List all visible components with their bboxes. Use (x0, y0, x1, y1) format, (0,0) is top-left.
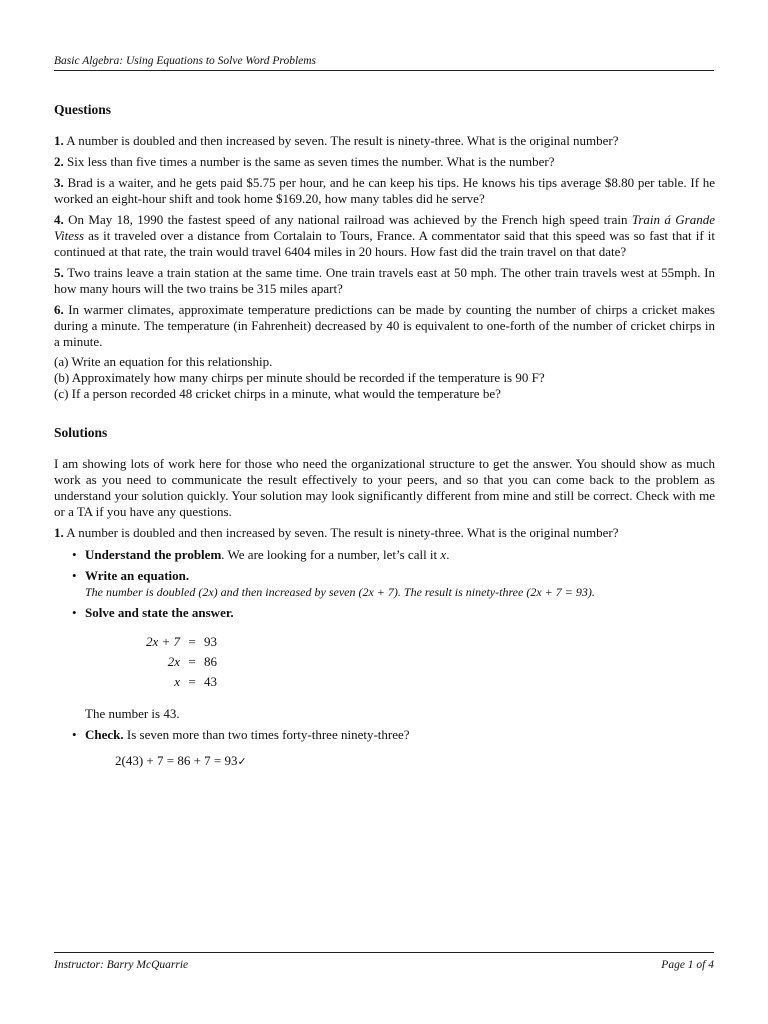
questions-heading: Questions (54, 102, 112, 117)
solution-steps (54, 547, 715, 770)
problem-number: 1. (54, 525, 64, 540)
equation-operator: = (188, 674, 196, 689)
footer-page-number: Page 1 of 4 (661, 959, 714, 971)
step-label: • Write an equation. (85, 568, 190, 583)
running-footer (54, 957, 714, 973)
equation-rhs: 93 (204, 634, 217, 649)
question-5 (54, 265, 715, 297)
question-number: 3. (54, 175, 64, 190)
subpart-b: (b) Approximately how many chirps per minute should be recorded if the temperature is 90 F? (54, 370, 545, 385)
equation-row (115, 674, 715, 694)
step-check (54, 727, 715, 770)
question-text: Two trains leave a train station at the same time. One train travels east at 50 mph. The other train travels west at 55mph. In how many hours will the two trains be 315 miles apart? (54, 265, 716, 296)
equation-rhs: 43 (204, 674, 217, 689)
running-header (54, 53, 714, 69)
equation-lhs: x (174, 674, 180, 689)
step-text: . We are looking for a number, let’s call it (221, 547, 441, 562)
subpart-a: (a) Write an equation for this relationship. (54, 354, 273, 369)
equation-block (115, 634, 715, 694)
problem-text: A number is doubled and then increased by seven. The result is ninety-three. What is the original number? (66, 525, 619, 540)
solution-problem-1 (54, 525, 715, 541)
step-write-equation (54, 568, 715, 600)
step-understand (54, 547, 715, 563)
step-text: Is seven more than two times forty-three ninety-three? (123, 727, 410, 742)
footer-rule (54, 952, 714, 953)
check-equation (115, 753, 715, 770)
question-text-part-a: On May 18, 1990 the fastest speed of any national railroad was achieved by the French high speed train (68, 212, 632, 227)
step-label: Understand the problem (85, 547, 222, 562)
question-2 (54, 154, 715, 170)
equation-rhs: 86 (204, 654, 217, 669)
variable-x: x (440, 547, 447, 562)
equation-row (115, 654, 715, 674)
question-number: 6. (54, 302, 64, 317)
question-3 (54, 175, 715, 207)
question-text: Six less than five times a number is the same as seven times the number. What is the number? (67, 154, 555, 169)
question-text: Brad is a waiter, and he gets paid $5.75 per hour, and he can keep his tips. He knows his tips average $8.80 per table. If he worked an eight-hour shift and took home $169.20, how many tables did he serve? (54, 175, 715, 206)
question-text: In warmer climates, approximate temperature predictions can be made by counting the number of chirps a cricket makes during a minute. The temperature (in Fahrenheit) decreased by 40 is equivalent to one-forth of the number of cricket chirps in a minute. (54, 302, 715, 349)
step-note: The number is doubled (2x) and then increased by seven (2x + 7). The result is ninety-three (2x + 7 = 93). (85, 585, 595, 599)
header-title: Basic Algebra: Using Equations to Solve Word Problems (54, 55, 317, 67)
equation-operator: = (188, 634, 196, 649)
checkmark-icon: ✓ (237, 755, 247, 768)
question-number: 2. (54, 154, 64, 169)
equation-operator: = (188, 654, 196, 669)
question-number: 1. (54, 133, 64, 148)
answer-statement: The number is 43. (85, 706, 180, 721)
equation-row (115, 634, 715, 654)
step-solve (54, 605, 715, 722)
question-1 (54, 133, 715, 149)
solutions-heading: Solutions (54, 425, 108, 440)
question-6 (54, 302, 715, 350)
page-content (54, 101, 715, 775)
subpart-c: (c) If a person recorded 48 cricket chirps in a minute, what would the temperature be? (54, 386, 501, 401)
step-label: • Solve and state the answer. (85, 605, 234, 620)
check-equation-text: 2(43) + 7 = 86 + 7 = 93 (115, 753, 238, 768)
train-name: Train á Grande Vitess (54, 212, 716, 243)
header-rule (54, 70, 714, 71)
question-number: 5. (54, 265, 64, 280)
equation-lhs: 2x (167, 654, 180, 669)
solutions-intro: I am showing lots of work here for those who need the organizational structure to get the answer. You should show as much work as you need to communicate the result effectively to your peers, and so that you can come back to the problem as understand your solution quickly. Your solution may look significantly different from mine and still be correct. Check with me or a TA if you have any questions. (54, 456, 715, 519)
question-text: A number is doubled and then increased by seven. The result is ninety-three. What is the original number? (66, 133, 619, 148)
step-text-end: . (446, 547, 450, 562)
footer-instructor: Instructor: Barry McQuarrie (54, 959, 189, 971)
question-number: 4. (54, 212, 64, 227)
step-label: Check. (85, 727, 124, 742)
question-4 (54, 212, 715, 260)
equation-lhs: 2x + 7 (145, 634, 180, 649)
question-text-part-b: as it traveled over a distance from Cortalain to Tours, France. A commentator said that this speed was so fast that if it continued at that rate, the train would travel 6404 miles in 20 hours. How fast did the train travel on that date? (54, 228, 715, 259)
